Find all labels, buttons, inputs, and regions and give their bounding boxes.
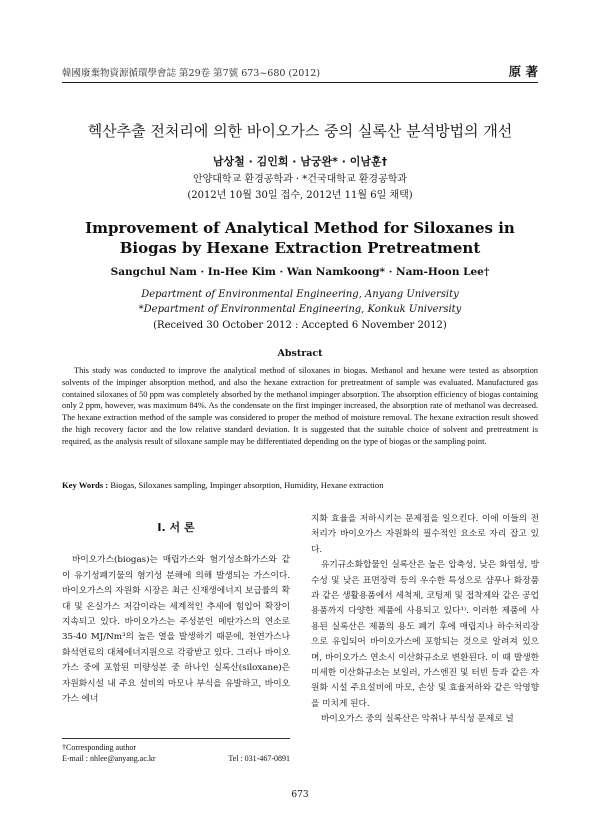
left-column bbox=[62, 512, 290, 707]
english-title: Improvement of Analytical Method for Siloxanes in Biogas by Hexane Extraction Pretreatment bbox=[85, 219, 515, 257]
korean-authors: 남상철 · 김인희 · 남궁완* · 이남훈† bbox=[212, 155, 388, 168]
abstract-heading: Abstract bbox=[277, 348, 323, 359]
abstract-text: This study was conducted to improve the analytical method of siloxanes in biogas. Methanol and hexane were tested as absorption solvents of the impinger absorption method, and also the hexane extraction for pretreatment of sample was evaluated. Manufactured gas contained siloxanes of 50 ppm was completely absorbed by the methanol impinger absorption. The absorption efficiency of biogas containing only 2 ppm, however, was maximum 84%. As the condensate on the first impinger increased, the absorption rate of methanol was decreased. The hexane extraction method of the sample was considered to proper the method of moisture removal. The hexane extraction result showed the high recovery factor and the low relative standard deviation. It is suggested that the suitable choice of solvent and pretreatment is required, as the analysis result of siloxane sample may be differentiated depending on the type of biogas or the sampling point. bbox=[62, 366, 538, 446]
right-column bbox=[311, 512, 539, 728]
running-header bbox=[62, 62, 538, 83]
english-authors: Sangchul Nam · In-Hee Kim · Wan Namkoong* · Nam-Hoon Lee† bbox=[110, 266, 490, 278]
korean-affiliation: 안양대학교 환경공학과 · *건국대학교 환경공학과 bbox=[192, 174, 408, 185]
keywords-text: Biogas, Siloxanes sampling, Impinger absorption, Humidity, Hexane extraction bbox=[110, 480, 384, 490]
korean-title: 헥산추출 전처리에 의한 바이오가스 중의 실록산 분석방법의 개선 bbox=[87, 122, 513, 140]
intro-paragraph-4: 바이오가스 중의 실록산은 악취나 부식성 문제로 널 bbox=[321, 714, 514, 725]
footnote-label: †Corresponding author bbox=[62, 743, 136, 752]
journal-citation: 韓國廢棄物資源循環學會誌 第29卷 第7號 673~680 (2012) bbox=[62, 68, 321, 79]
english-affiliation-2: *Department of Environmental Engineering, Konkuk University bbox=[138, 304, 462, 315]
page-number: 673 bbox=[291, 790, 309, 800]
footnote bbox=[62, 738, 290, 764]
keywords bbox=[62, 480, 538, 490]
intro-paragraph-2: 지화 효율을 저하시키는 문제점을 일으킨다. 이에 이들의 전처리가 바이오가스 자원화의 필수적인 요소로 자리 잡고 있다. bbox=[311, 514, 539, 555]
article-category: 原 著 bbox=[508, 64, 538, 79]
intro-paragraph-1: 바이오가스(biogas)는 매립가스와 혐기성소화가스와 같이 유기성폐기물의 혐기성 분해에 의해 발생되는 가스이다. 바이오가스의 자원화 시장은 최근 신재생에너지 보급률의 확대 및 온실가스 저감이라는 세계적인 추세에 힘입어 확장이 지속되고 있다. 바이오가스는 주성분인 메탄가스의 연소로 35-40 MJ/Nm³의 높은 열을 발생하기 때문에, 천연가스나 화석연료의 대체에너지원으로 각광받고 있다. 그러나 바이오가스 중에 포함된 미량성분 중 하나인 실록산(siloxane)은 자원화시설 내 주요 설비의 마모나 부식을 유발하고, 바이오가스 에너 bbox=[62, 555, 290, 705]
section-heading-introduction: I. 서 론 bbox=[157, 521, 195, 534]
keywords-label: Key Words : bbox=[62, 480, 109, 490]
footnote-tel: Tel : 031-467-0891 bbox=[228, 754, 290, 763]
english-dates: (Received 30 October 2012 : Accepted 6 November 2012) bbox=[153, 320, 447, 331]
footnote-email: E-mail : nhlee@anyang.ac.kr bbox=[62, 754, 156, 763]
english-affiliation-1: Department of Environmental Engineering, Anyang University bbox=[141, 289, 459, 300]
korean-dates: (2012년 10월 30일 접수, 2012년 11월 6일 채택) bbox=[187, 190, 413, 201]
intro-paragraph-3: 유기규소화합물인 실록산은 높은 압축성, 낮은 화염성, 방수성 및 낮은 표면장력 등의 우수한 특성으로 샴푸나 화장품과 같은 생활용품에서 세척제, 코팅제 및 접착제와 같은 공업용품까지 다양한 제품에 사용되고 있다¹⁾. 이러한 제품에 사용된 실록산은 제품의 용도 폐기 후에 매립지나 하수처리장으로 유입되어 바이오가스에 포함되는 것으로 알려져 있으며, 바이오가스 연소시 이산화규소로 변환된다. 이 때 발생한 미세한 이산화규소는 보일러, 가스엔진 및 터빈 등과 같은 자원화 시설 주요설비에 마모, 손상 및 효율저하와 같은 악영향을 미치게 된다. bbox=[311, 560, 539, 709]
